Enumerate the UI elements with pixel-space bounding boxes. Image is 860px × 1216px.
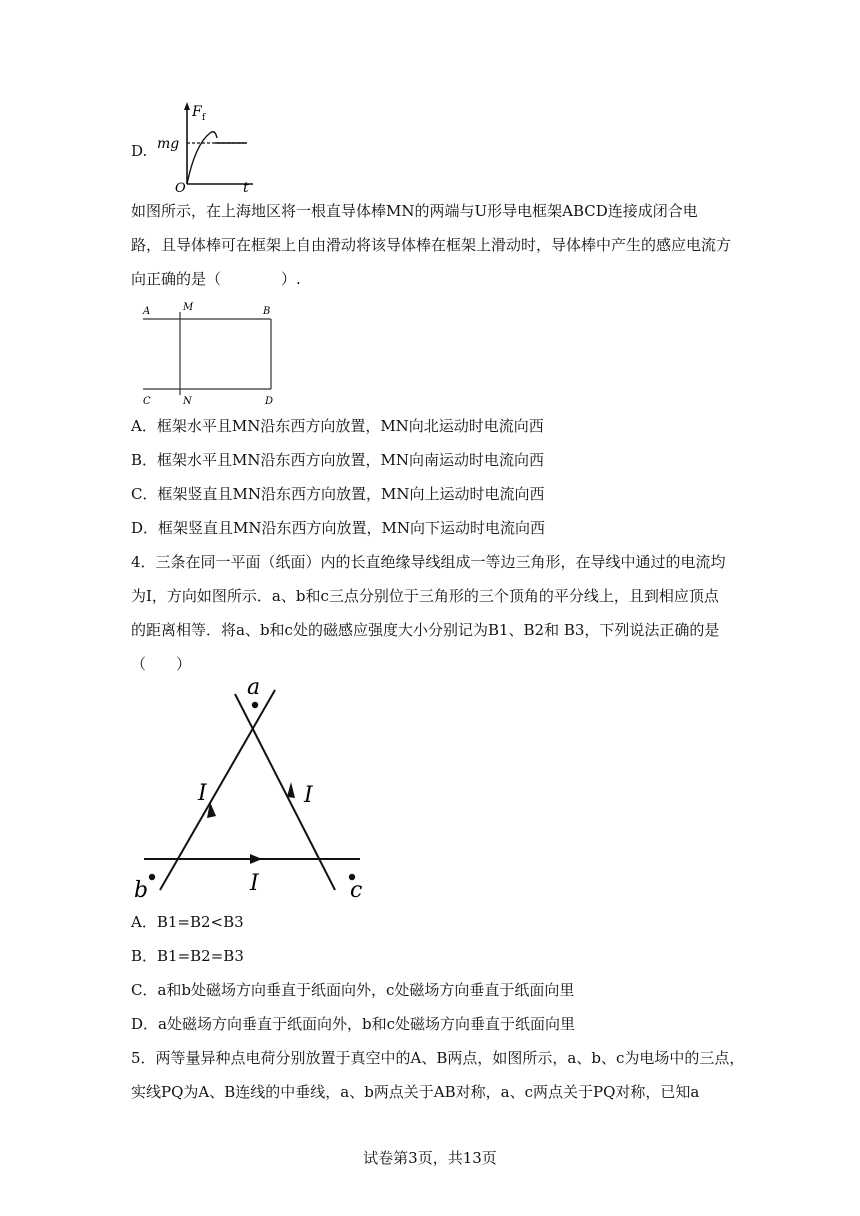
q4-option-c: C．a和b处磁场方向垂直于纸面向外，c处磁场方向垂直于纸面向里 — [131, 981, 575, 999]
q3-option-a: A．框架水平且MN沿东西方向放置，MN向北运动时电流向西 — [131, 417, 544, 435]
q4-stem-line-4: （ ） — [131, 655, 192, 673]
q2-graph-y-label: F — [192, 104, 202, 120]
q3-stem-line-3: 向正确的是（ ）. — [131, 270, 301, 288]
q4-triangle-figure — [130, 672, 370, 902]
q4-arrow-right — [287, 782, 295, 798]
q4-label-c: c — [350, 878, 363, 902]
q4-option-a: A．B1=B2<B3 — [131, 913, 244, 931]
q3-frame-figure — [135, 297, 285, 407]
q3-label-d: D — [265, 396, 274, 407]
q4-option-b: B．B1=B2=B3 — [131, 947, 244, 965]
q4-option-d: D．a处磁场方向垂直于纸面向外，b和c处磁场方向垂直于纸面向里 — [131, 1015, 575, 1033]
q4-arrow-bottom — [250, 854, 262, 864]
q4-point-b-dot — [149, 874, 155, 880]
q5-stem-line-2: 实线PQ为A、B连线的中垂线，a、b两点关于AB对称，a、c两点关于PQ对称，已知a — [131, 1083, 700, 1101]
q3-option-c: C．框架竖直且MN沿东西方向放置，MN向上运动时电流向西 — [131, 485, 545, 503]
q4-stem-line-3: 的距离相等．将a、b和c处的磁感应强度大小分别记为B1、B2和 B3，下列说法正确的是 — [131, 621, 720, 639]
q4-label-i-right: I — [304, 783, 313, 808]
q2-ff-t-graph — [155, 100, 265, 195]
page-footer: 试卷第3页，共13页 — [363, 1149, 497, 1167]
q2-graph-origin: O — [175, 181, 186, 195]
q3-label-m: M — [183, 302, 194, 313]
q3-stem-line-2: 路，且导体棒可在框架上自由滑动将该导体棒在框架上滑动时，导体棒中产生的感应电流方 — [131, 236, 732, 254]
q3-label-b: B — [263, 306, 271, 317]
q3-stem-line-1: 如图所示，在上海地区将一根直导体棒MN的两端与U形导电框架ABCD连接成闭合电 — [131, 202, 698, 220]
q4-label-i-bottom: I — [250, 871, 259, 896]
q3-label-a: A — [143, 306, 151, 317]
q3-label-n: N — [183, 396, 192, 407]
q3-label-c: C — [143, 396, 151, 407]
q4-label-i-left: I — [198, 781, 207, 806]
q4-label-b: b — [134, 878, 149, 902]
q2-graph-t: t — [243, 180, 249, 195]
q5-stem-line-1: 5．两等量异种点电荷分别放置于真空中的A、B两点，如图所示，a、b、c为电场中的三点， — [131, 1049, 745, 1067]
q3-option-d: D．框架竖直且MN沿东西方向放置，MN向下运动时电流向西 — [131, 519, 545, 537]
q4-label-a: a — [247, 675, 261, 700]
q2-graph-y-sub: f — [202, 113, 206, 123]
q2-option-d-label: D. — [131, 142, 148, 160]
q2-graph-mg: mg — [157, 136, 180, 152]
q4-point-a-dot — [252, 702, 258, 708]
q4-stem-line-2: 为I，方向如图所示．a、b和c三点分别位于三角形的三个顶角的平分线上，且到相应顶点 — [131, 587, 719, 605]
q3-option-b: B．框架水平且MN沿东西方向放置，MN向南运动时电流向西 — [131, 451, 544, 469]
q4-stem-line-1: 4．三条在同一平面（纸面）内的长直绝缘导线组成一等边三角形，在导线中通过的电流均 — [131, 553, 726, 571]
